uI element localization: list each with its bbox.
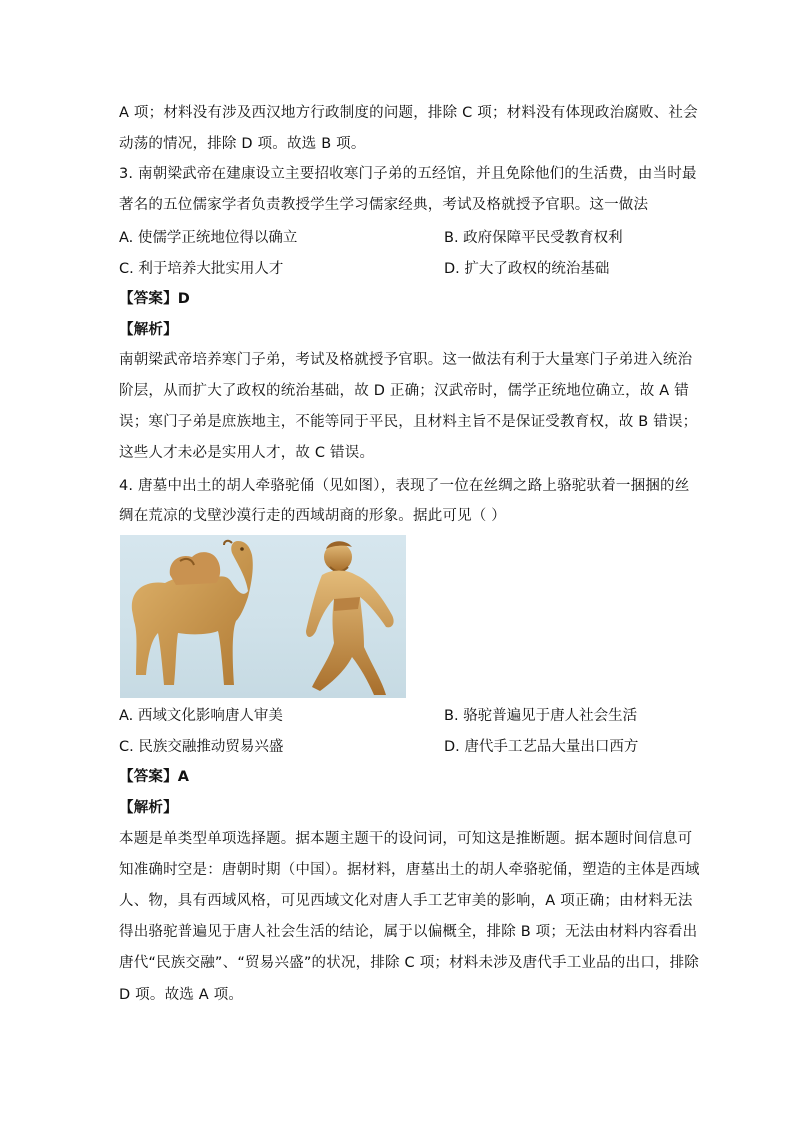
camel-and-groom-figurines xyxy=(120,535,406,698)
q4-analysis-line-3: 人、物，具有西域风格，可见西域文化对唐人手工艺审美的影响，A 项正确；由材料无法 xyxy=(119,893,693,909)
camel-figurine xyxy=(132,541,253,685)
q4-analysis-line-4: 得出骆驼普遍见于唐人社会生活的结论，属于以偏概全，排除 B 项；无法由材料内容看出 xyxy=(119,924,698,940)
q4-analysis-line-2: 知准确时空是：唐朝时期（中国）。据材料，唐墓出土的胡人牵骆驼俑，塑造的主体是西域 xyxy=(119,862,700,878)
q4-analysis-line-6: D 项。故选 A 项。 xyxy=(119,987,244,1003)
q3-analysis-line-3: 误；寒门子弟是庶族地主，不能等同于平民，且材料主旨不是保证受教育权，故 B 错误； xyxy=(119,414,698,430)
q4-stem-line-2: 绸在荒凉的戈壁沙漠行走的西域胡商的形象。据此可见（ ） xyxy=(119,508,507,524)
q4-analysis-label: 【解析】 xyxy=(119,800,178,816)
q4-option-d: D. 唐代手工艺品大量出口西方 xyxy=(444,739,639,755)
q4-option-a: A. 西域文化影响唐人审美 xyxy=(119,708,283,724)
q4-answer: 【答案】A xyxy=(119,769,190,785)
q3-option-b: B. 政府保障平民受教育权利 xyxy=(444,230,623,246)
prev-analysis-line-1: A 项；材料没有涉及西汉地方行政制度的问题，排除 C 项；材料没有体现政治腐败、社会 xyxy=(119,105,698,121)
q3-option-c: C. 利于培养大批实用人才 xyxy=(119,261,284,277)
q4-analysis-line-5: 唐代“民族交融”、“贸易兴盛”的状况，排除 C 项；材料未涉及唐代手工业品的出口，排除 xyxy=(119,955,699,971)
q4-analysis-line-1: 本题是单类型单项选择题。据本题主题干的设问词，可知这是推断题。据本题时间信息可 xyxy=(119,831,693,847)
q3-analysis-label: 【解析】 xyxy=(119,322,178,338)
q3-answer: 【答案】D xyxy=(119,291,191,307)
tomb-figurine-photo xyxy=(120,535,406,698)
q3-analysis-line-4: 这些人才未必是实用人才，故 C 错误。 xyxy=(119,445,375,461)
q3-stem-line-2: 著名的五位儒家学者负责教授学生学习儒家经典，考试及格就授予官职。这一做法 xyxy=(119,197,649,213)
groom-figurine xyxy=(306,541,394,695)
q4-option-c: C. 民族交融推动贸易兴盛 xyxy=(119,739,284,755)
q3-analysis-line-1: 南朝梁武帝培养寒门子弟，考试及格就授予官职。这一做法有利于大量寒门子弟进入统治 xyxy=(119,352,693,368)
prev-analysis-line-2: 动荡的情况，排除 D 项。故选 B 项。 xyxy=(119,136,366,152)
q4-option-b: B. 骆驼普遍见于唐人社会生活 xyxy=(444,708,638,724)
q3-option-a: A. 使儒学正统地位得以确立 xyxy=(119,230,298,246)
q4-stem-line-1: 4. 唐墓中出土的胡人牵骆驼俑（见如图），表现了一位在丝绸之路上骆驼驮着一捆捆的丝 xyxy=(119,478,690,494)
q3-analysis-line-2: 阶层，从而扩大了政权的统治基础，故 D 正确；汉武帝时，儒学正统地位确立，故 A 错 xyxy=(119,383,689,399)
q3-option-d: D. 扩大了政权的统治基础 xyxy=(444,261,610,277)
q3-stem-line-1: 3. 南朝梁武帝在建康设立主要招收寒门子弟的五经馆，并且免除他们的生活费，由当时最 xyxy=(119,166,697,182)
